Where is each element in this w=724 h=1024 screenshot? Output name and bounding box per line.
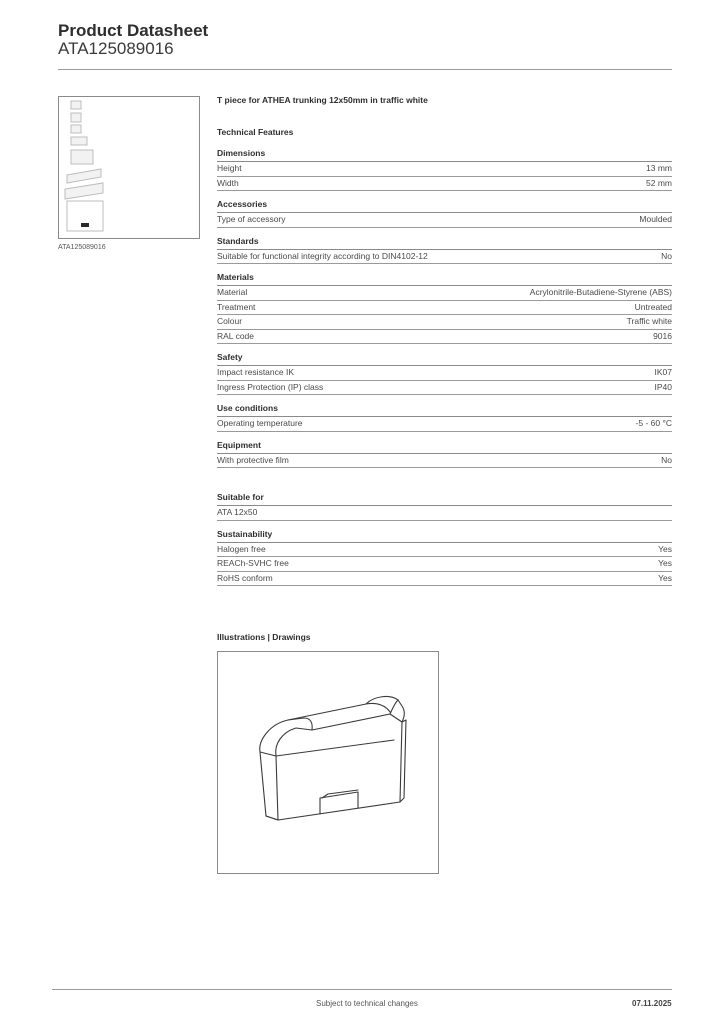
section-sustainability [217,529,672,587]
spec-label: Width [217,177,239,188]
spec-value: 52 mm [646,177,672,188]
spec-value: 9016 [653,330,672,341]
drawings-heading: Illustrations | Drawings [217,632,311,642]
spec-value: Yes [658,572,672,583]
spec-row [217,177,672,192]
thumbnail-caption: ATA125089016 [58,244,106,251]
spec-label: RoHS conform [217,572,273,583]
spec-label: Colour [217,316,243,326]
section-title: Dimensions [217,148,672,162]
spec-label: Height [217,163,242,173]
spec-label: Suitable for functional integrity according to DIN4102-12 [217,250,428,261]
footer-note: Subject to technical changes [316,999,418,1008]
spec-label: REACh-SVHC free [217,558,289,568]
section-safety [217,352,672,395]
spec-label: Type of accessory [217,214,286,224]
spec-value: No [661,250,672,261]
spec-row [217,381,672,396]
spec-row [217,366,672,381]
section-title: Accessories [217,199,672,213]
spec-label: Material [217,287,248,297]
section-use-conditions [217,403,672,432]
spec-row [217,454,672,469]
spec-label: Halogen free [217,543,266,554]
section-title: Safety [217,352,672,366]
section-materials [217,272,672,344]
section-standards [217,236,672,265]
spec-value: IP40 [654,381,672,392]
header-divider [58,69,672,70]
spec-label: RAL code [217,330,255,341]
spec-row [217,213,672,228]
product-thumbnail-illustration [59,97,199,238]
product-thumbnail [58,96,200,239]
section-title: Materials [217,272,672,286]
section-title: Standards [217,236,672,250]
section-title: Equipment [217,440,672,454]
section-dimensions [217,148,672,191]
spec-row [217,286,672,301]
section-equipment [217,440,672,469]
spec-value: IK07 [654,367,672,377]
spec-label: Ingress Protection (IP) class [217,381,324,392]
spec-row [217,506,672,521]
t-piece-drawing [218,652,438,873]
footer-divider [52,989,672,990]
section-title: Use conditions [217,403,672,417]
spec-value: Yes [658,558,672,568]
spec-row [217,572,672,587]
spec-row [217,162,672,177]
section-suitable-for [217,492,672,521]
spec-row [217,417,672,432]
technical-features-heading: Technical Features [217,127,294,137]
section-title: Sustainability [217,529,672,543]
spec-value: Acrylonitrile-Butadiene-Styrene (ABS) [529,287,672,297]
footer-date: 07.11.2025 [632,999,672,1008]
spec-value: Traffic white [626,316,672,326]
spec-label: Treatment [217,301,256,312]
spec-row [217,301,672,316]
spec-label: With protective film [217,454,289,465]
spec-row [217,543,672,558]
product-description: T piece for ATHEA trunking 12x50mm in traffic white [217,95,428,105]
section-accessories [217,199,672,228]
spec-label: Impact resistance IK [217,367,295,377]
spec-value: -5 - 60 °C [635,418,672,428]
spec-row [217,315,672,330]
spec-row [217,330,672,345]
spec-value: No [661,454,672,465]
spec-row [217,250,672,265]
section-title: Suitable for [217,492,672,506]
technical-drawing [217,651,439,874]
technical-content [217,92,672,586]
spec-value: Moulded [639,214,672,224]
spec-label: Operating temperature [217,418,303,428]
spec-label: ATA 12x50 [217,507,258,517]
page-title: Product Datasheet [58,21,209,40]
spec-value: 13 mm [646,163,672,173]
spec-value: Untreated [634,301,672,312]
product-code: ATA125089016 [58,39,174,58]
spec-row [217,557,672,572]
spec-value: Yes [658,543,672,554]
